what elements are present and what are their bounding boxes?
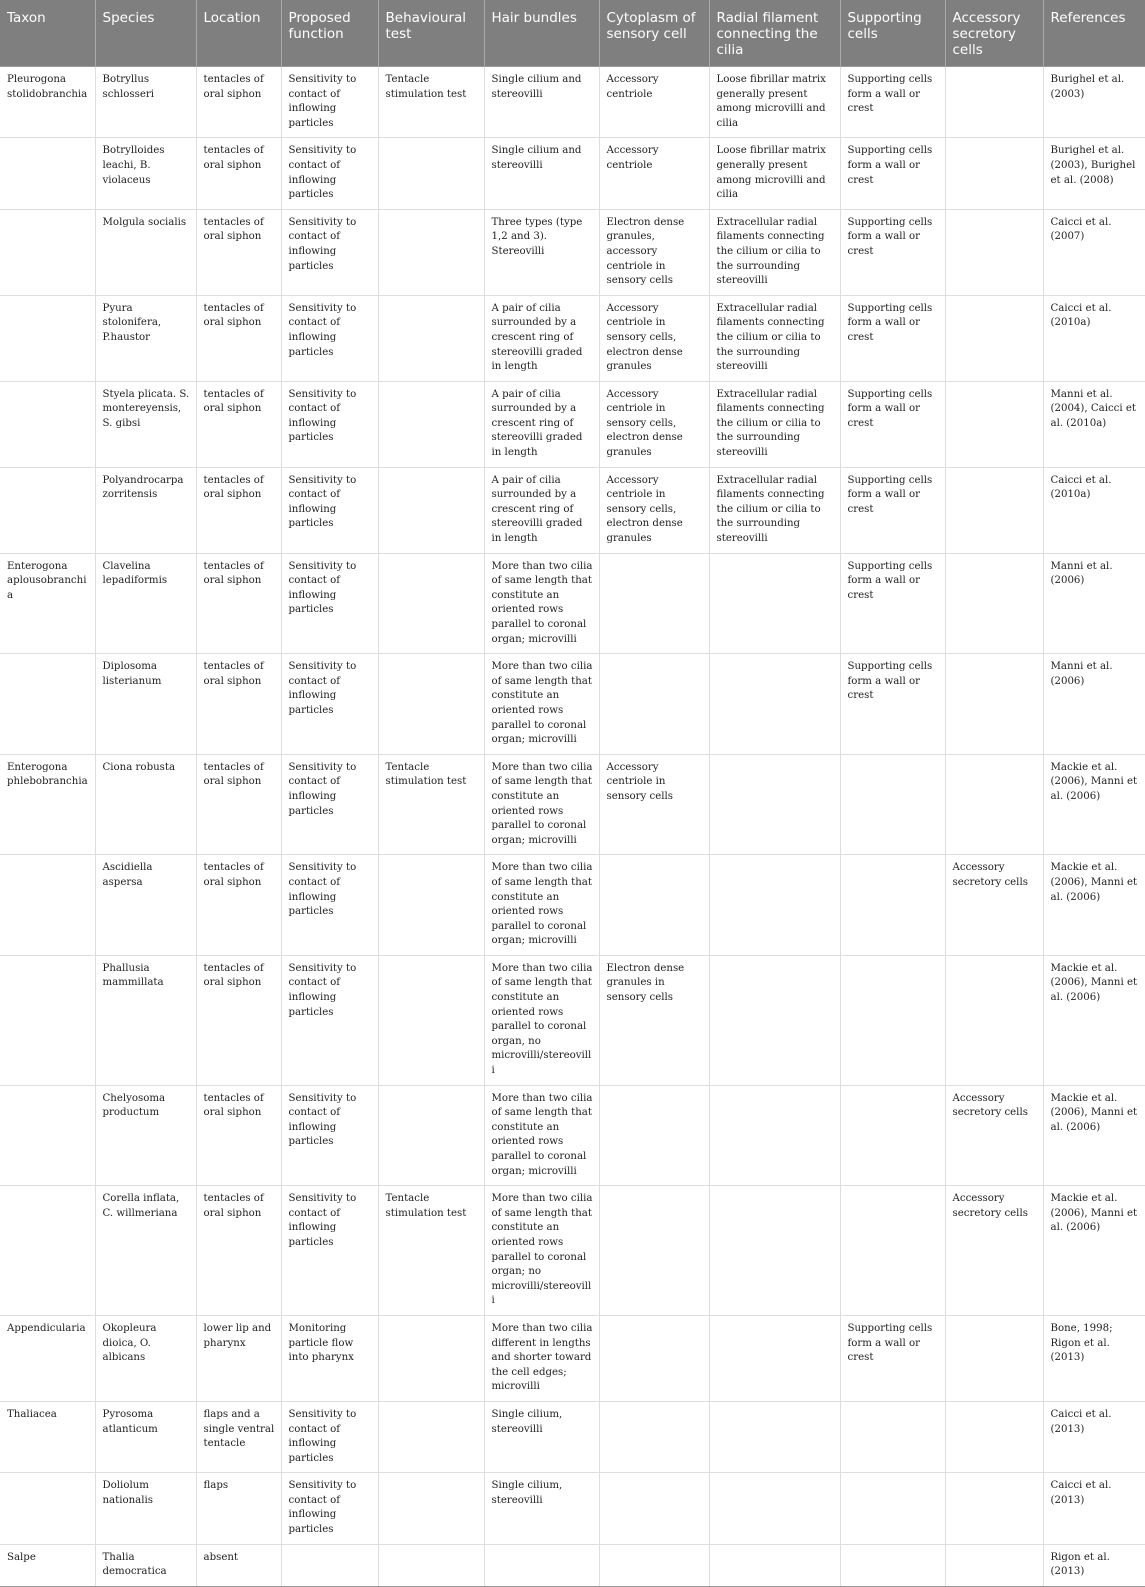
table-body — [0, 67, 1145, 1587]
cell-behavioural-test — [378, 295, 484, 381]
cell-cytoplasm — [599, 1473, 709, 1544]
cell-accessory-secretory-cells: Accessory secretory cells — [945, 1186, 1043, 1316]
cell-supporting-cells: Supporting cells form a wall or crest — [840, 295, 945, 381]
cell-cytoplasm — [599, 1401, 709, 1472]
cell-proposed-function: Sensitivity to contact of inflowing particles — [281, 1401, 378, 1472]
cell-radial-filament: Loose fibrillar matrix generally present among microvilli and cilia — [709, 138, 840, 209]
table-row — [0, 1473, 1145, 1544]
cell-proposed-function: Sensitivity to contact of inflowing particles — [281, 955, 378, 1085]
cell-behavioural-test — [378, 955, 484, 1085]
cell-species: Botrylloides leachi, B. violaceus — [95, 138, 196, 209]
cell-references: Mackie et al. (2006), Manni et al. (2006) — [1043, 1186, 1145, 1316]
cell-location: flaps — [196, 1473, 281, 1544]
cell-references: Mackie et al. (2006), Manni et al. (2006) — [1043, 855, 1145, 956]
cell-taxon: Salpe — [0, 1544, 95, 1586]
table-row — [0, 1085, 1145, 1186]
cell-proposed-function: Sensitivity to contact of inflowing particles — [281, 467, 378, 553]
cell-radial-filament — [709, 855, 840, 956]
cell-location: tentacles of oral siphon — [196, 1085, 281, 1186]
cell-references: Mackie et al. (2006), Manni et al. (2006) — [1043, 955, 1145, 1085]
cell-cytoplasm — [599, 654, 709, 755]
cell-accessory-secretory-cells — [945, 467, 1043, 553]
cell-radial-filament: Extracellular radial filaments connecting the cilium or cilia to the surrounding stereovilli — [709, 209, 840, 295]
cell-references: Caicci et al. (2007) — [1043, 209, 1145, 295]
cell-radial-filament: Extracellular radial filaments connecting the cilium or cilia to the surrounding stereovilli — [709, 467, 840, 553]
cell-behavioural-test — [378, 1544, 484, 1586]
cell-supporting-cells: Supporting cells form a wall or crest — [840, 138, 945, 209]
table-header — [0, 0, 1145, 67]
cell-location: tentacles of oral siphon — [196, 381, 281, 467]
cell-references: Mackie et al. (2006), Manni et al. (2006) — [1043, 1085, 1145, 1186]
cell-radial-filament: Loose fibrillar matrix generally present among microvilli and cilia — [709, 67, 840, 138]
cell-proposed-function: Sensitivity to contact of inflowing particles — [281, 138, 378, 209]
cell-species: Botryllus schlosseri — [95, 67, 196, 138]
cell-taxon: Thaliacea — [0, 1401, 95, 1472]
cell-location: absent — [196, 1544, 281, 1586]
header-species: Species — [95, 0, 196, 67]
cell-references: Caicci et al. (2010a) — [1043, 467, 1145, 553]
cell-hair-bundles: More than two cilia of same length that constitute an oriented rows parallel to coronal organ; no microvilli/stereovilli — [484, 1186, 599, 1316]
cell-hair-bundles: More than two cilia of same length that constitute an oriented rows parallel to coronal organ; microvilli — [484, 1085, 599, 1186]
cell-proposed-function: Sensitivity to contact of inflowing particles — [281, 553, 378, 654]
cell-species: Pyura stolonifera, P.haustor — [95, 295, 196, 381]
cell-species: Corella inflata, C. willmeriana — [95, 1186, 196, 1316]
cell-supporting-cells — [840, 955, 945, 1085]
cell-location: tentacles of oral siphon — [196, 955, 281, 1085]
cell-behavioural-test — [378, 855, 484, 956]
cell-taxon — [0, 654, 95, 755]
cell-behavioural-test — [378, 138, 484, 209]
cell-radial-filament — [709, 1315, 840, 1401]
cell-species: Diplosoma listerianum — [95, 654, 196, 755]
cell-accessory-secretory-cells: Accessory secretory cells — [945, 1085, 1043, 1186]
cell-accessory-secretory-cells — [945, 209, 1043, 295]
cell-behavioural-test — [378, 467, 484, 553]
cell-species: Thalia democratica — [95, 1544, 196, 1586]
cell-hair-bundles: Three types (type 1,2 and 3). Stereovilli — [484, 209, 599, 295]
cell-proposed-function: Sensitivity to contact of inflowing particles — [281, 754, 378, 855]
table-row — [0, 553, 1145, 654]
cell-proposed-function — [281, 1544, 378, 1586]
cell-taxon — [0, 138, 95, 209]
cell-cytoplasm: Accessory centriole in sensory cells, electron dense granules — [599, 381, 709, 467]
cell-hair-bundles: More than two cilia of same length that constitute an oriented rows parallel to coronal organ; microvilli — [484, 855, 599, 956]
cell-supporting-cells: Supporting cells form a wall or crest — [840, 553, 945, 654]
cell-accessory-secretory-cells — [945, 1315, 1043, 1401]
cell-hair-bundles: More than two cilia different in lengths and shorter toward the cell edges; microvilli — [484, 1315, 599, 1401]
cell-references: Caicci et al. (2013) — [1043, 1473, 1145, 1544]
header-proposed-function: Proposed function — [281, 0, 378, 67]
cell-behavioural-test — [378, 1401, 484, 1472]
cell-behavioural-test — [378, 209, 484, 295]
cell-accessory-secretory-cells — [945, 295, 1043, 381]
cell-references: Manni et al. (2006) — [1043, 553, 1145, 654]
cell-species: Styela plicata. S. montereyensis, S. gibsi — [95, 381, 196, 467]
cell-references: Mackie et al. (2006), Manni et al. (2006) — [1043, 754, 1145, 855]
cell-references: Burighel et al. (2003) — [1043, 67, 1145, 138]
header-radial-filament: Radial filament connecting the cilia — [709, 0, 840, 67]
cell-taxon: Pleurogona stolidobranchia — [0, 67, 95, 138]
cell-hair-bundles: Single cilium and stereovilli — [484, 67, 599, 138]
table-row — [0, 654, 1145, 755]
table-row — [0, 855, 1145, 956]
cell-hair-bundles: More than two cilia of same length that constitute an oriented rows parallel to coronal organ; microvilli — [484, 754, 599, 855]
cell-proposed-function: Sensitivity to contact of inflowing particles — [281, 1473, 378, 1544]
cell-radial-filament — [709, 955, 840, 1085]
cell-hair-bundles: Single cilium, stereovilli — [484, 1401, 599, 1472]
cell-taxon — [0, 1186, 95, 1316]
header-references: References — [1043, 0, 1145, 67]
cell-cytoplasm — [599, 1544, 709, 1586]
cell-supporting-cells: Supporting cells form a wall or crest — [840, 381, 945, 467]
cell-location: tentacles of oral siphon — [196, 138, 281, 209]
cell-behavioural-test — [378, 654, 484, 755]
table-row — [0, 381, 1145, 467]
cell-supporting-cells — [840, 754, 945, 855]
cell-proposed-function: Monitoring particle flow into pharynx — [281, 1315, 378, 1401]
cell-references: Manni et al. (2006) — [1043, 654, 1145, 755]
cell-radial-filament — [709, 1473, 840, 1544]
cell-supporting-cells: Supporting cells form a wall or crest — [840, 467, 945, 553]
table-row — [0, 955, 1145, 1085]
cell-hair-bundles: A pair of cilia surrounded by a crescent ring of stereovilli graded in length — [484, 467, 599, 553]
cell-cytoplasm: Accessory centriole — [599, 138, 709, 209]
cell-species: Pyrosoma atlanticum — [95, 1401, 196, 1472]
cell-accessory-secretory-cells — [945, 138, 1043, 209]
cell-hair-bundles: A pair of cilia surrounded by a crescent ring of stereovilli graded in length — [484, 381, 599, 467]
cell-cytoplasm — [599, 855, 709, 956]
cell-species: Phallusia mammillata — [95, 955, 196, 1085]
cell-taxon — [0, 1473, 95, 1544]
cell-behavioural-test: Tentacle stimulation test — [378, 754, 484, 855]
cell-references: Caicci et al. (2013) — [1043, 1401, 1145, 1472]
header-taxon: Taxon — [0, 0, 95, 67]
cell-proposed-function: Sensitivity to contact of inflowing particles — [281, 1186, 378, 1316]
cell-taxon: Enterogona phlebobranchia — [0, 754, 95, 855]
header-cytoplasm: Cytoplasm of sensory cell — [599, 0, 709, 67]
cell-cytoplasm: Accessory centriole in sensory cells, electron dense granules — [599, 295, 709, 381]
cell-behavioural-test — [378, 381, 484, 467]
cell-accessory-secretory-cells — [945, 754, 1043, 855]
cell-cytoplasm — [599, 1315, 709, 1401]
table-row — [0, 467, 1145, 553]
cell-species: Molgula socialis — [95, 209, 196, 295]
cell-hair-bundles: Single cilium and stereovilli — [484, 138, 599, 209]
cell-references: Rigon et al. (2013) — [1043, 1544, 1145, 1586]
cell-hair-bundles: More than two cilia of same length that constitute an oriented rows parallel to coronal organ; microvilli — [484, 654, 599, 755]
cell-proposed-function: Sensitivity to contact of inflowing particles — [281, 67, 378, 138]
cell-behavioural-test — [378, 553, 484, 654]
cell-cytoplasm: Accessory centriole in sensory cells — [599, 754, 709, 855]
cell-references: Caicci et al. (2010a) — [1043, 295, 1145, 381]
cell-supporting-cells — [840, 1186, 945, 1316]
cell-location: tentacles of oral siphon — [196, 553, 281, 654]
cell-cytoplasm — [599, 553, 709, 654]
table-row — [0, 209, 1145, 295]
cell-location: tentacles of oral siphon — [196, 1186, 281, 1316]
table-row — [0, 1544, 1145, 1586]
header-supporting-cells: Supporting cells — [840, 0, 945, 67]
cell-accessory-secretory-cells — [945, 654, 1043, 755]
cell-supporting-cells: Supporting cells form a wall or crest — [840, 654, 945, 755]
cell-taxon — [0, 855, 95, 956]
cell-species: Okopleura dioica, O. albicans — [95, 1315, 196, 1401]
cell-proposed-function: Sensitivity to contact of inflowing particles — [281, 654, 378, 755]
cell-location: tentacles of oral siphon — [196, 295, 281, 381]
cell-species: Chelyosoma productum — [95, 1085, 196, 1186]
header-behavioural-test: Behavioural test — [378, 0, 484, 67]
cell-hair-bundles: More than two cilia of same length that constitute an oriented rows parallel to coronal organ; microvilli — [484, 553, 599, 654]
cell-behavioural-test — [378, 1473, 484, 1544]
cell-cytoplasm: Accessory centriole in sensory cells, electron dense granules — [599, 467, 709, 553]
header-row — [0, 0, 1145, 67]
cell-taxon — [0, 955, 95, 1085]
cell-species: Ascidiella aspersa — [95, 855, 196, 956]
cell-location: tentacles of oral siphon — [196, 67, 281, 138]
cell-accessory-secretory-cells — [945, 553, 1043, 654]
cell-references: Manni et al. (2004), Caicci et al. (2010a) — [1043, 381, 1145, 467]
cell-cytoplasm: Electron dense granules, accessory centriole in sensory cells — [599, 209, 709, 295]
table-row — [0, 67, 1145, 138]
cell-taxon — [0, 295, 95, 381]
cell-references: Burighel et al. (2003), Burighel et al. (2008) — [1043, 138, 1145, 209]
cell-accessory-secretory-cells: Accessory secretory cells — [945, 855, 1043, 956]
cell-accessory-secretory-cells — [945, 381, 1043, 467]
cell-location: tentacles of oral siphon — [196, 654, 281, 755]
cell-location: tentacles of oral siphon — [196, 754, 281, 855]
table-row — [0, 1315, 1145, 1401]
cell-hair-bundles: A pair of cilia surrounded by a crescent ring of stereovilli graded in length — [484, 295, 599, 381]
cell-proposed-function: Sensitivity to contact of inflowing particles — [281, 1085, 378, 1186]
cell-taxon: Enterogona aplousobranchia — [0, 553, 95, 654]
cell-hair-bundles — [484, 1544, 599, 1586]
cell-cytoplasm: Electron dense granules in sensory cells — [599, 955, 709, 1085]
header-accessory-secretory-cells: Accessory secretory cells — [945, 0, 1043, 67]
table-row — [0, 1401, 1145, 1472]
cell-supporting-cells: Supporting cells form a wall or crest — [840, 67, 945, 138]
cell-radial-filament — [709, 553, 840, 654]
cell-supporting-cells — [840, 1085, 945, 1186]
cell-taxon — [0, 209, 95, 295]
cell-behavioural-test: Tentacle stimulation test — [378, 1186, 484, 1316]
cell-species: Polyandrocarpa zorritensis — [95, 467, 196, 553]
cell-accessory-secretory-cells — [945, 1473, 1043, 1544]
cell-behavioural-test: Tentacle stimulation test — [378, 67, 484, 138]
cell-supporting-cells: Supporting cells form a wall or crest — [840, 209, 945, 295]
cell-cytoplasm: Accessory centriole — [599, 67, 709, 138]
cell-supporting-cells: Supporting cells form a wall or crest — [840, 1315, 945, 1401]
cell-taxon: Appendicularia — [0, 1315, 95, 1401]
table-row — [0, 1186, 1145, 1316]
cell-taxon — [0, 467, 95, 553]
cell-location: flaps and a single ventral tentacle — [196, 1401, 281, 1472]
cell-location: tentacles of oral siphon — [196, 209, 281, 295]
cell-proposed-function: Sensitivity to contact of inflowing particles — [281, 209, 378, 295]
cell-supporting-cells — [840, 1473, 945, 1544]
cell-radial-filament — [709, 754, 840, 855]
cell-radial-filament: Extracellular radial filaments connecting the cilium or cilia to the surrounding stereovilli — [709, 381, 840, 467]
cell-species: Clavelina lepadiformis — [95, 553, 196, 654]
cell-accessory-secretory-cells — [945, 1544, 1043, 1586]
cell-radial-filament — [709, 1186, 840, 1316]
cell-references: Bone, 1998; Rigon et al. (2013) — [1043, 1315, 1145, 1401]
cell-accessory-secretory-cells — [945, 67, 1043, 138]
cell-proposed-function: Sensitivity to contact of inflowing particles — [281, 381, 378, 467]
cell-location: tentacles of oral siphon — [196, 855, 281, 956]
table-row — [0, 138, 1145, 209]
table-row — [0, 754, 1145, 855]
cell-hair-bundles: Single cilium, stereovilli — [484, 1473, 599, 1544]
cell-taxon — [0, 1085, 95, 1186]
header-location: Location — [196, 0, 281, 67]
cell-radial-filament — [709, 1544, 840, 1586]
cell-cytoplasm — [599, 1085, 709, 1186]
cell-proposed-function: Sensitivity to contact of inflowing particles — [281, 855, 378, 956]
table-row — [0, 295, 1145, 381]
cell-cytoplasm — [599, 1186, 709, 1316]
cell-location: tentacles of oral siphon — [196, 467, 281, 553]
header-hair-bundles: Hair bundles — [484, 0, 599, 67]
cell-supporting-cells — [840, 1401, 945, 1472]
cell-taxon — [0, 381, 95, 467]
cell-accessory-secretory-cells — [945, 955, 1043, 1085]
cell-radial-filament — [709, 1401, 840, 1472]
cell-species: Ciona robusta — [95, 754, 196, 855]
cell-proposed-function: Sensitivity to contact of inflowing particles — [281, 295, 378, 381]
cell-species: Doliolum nationalis — [95, 1473, 196, 1544]
cell-behavioural-test — [378, 1315, 484, 1401]
cell-radial-filament — [709, 654, 840, 755]
cell-behavioural-test — [378, 1085, 484, 1186]
cell-hair-bundles: More than two cilia of same length that constitute an oriented rows parallel to coronal organ, no microvilli/stereovilli — [484, 955, 599, 1085]
cell-supporting-cells — [840, 1544, 945, 1586]
cell-radial-filament: Extracellular radial filaments connecting the cilium or cilia to the surrounding stereovilli — [709, 295, 840, 381]
cell-supporting-cells — [840, 855, 945, 956]
cell-location: lower lip and pharynx — [196, 1315, 281, 1401]
cell-accessory-secretory-cells — [945, 1401, 1043, 1472]
cell-radial-filament — [709, 1085, 840, 1186]
